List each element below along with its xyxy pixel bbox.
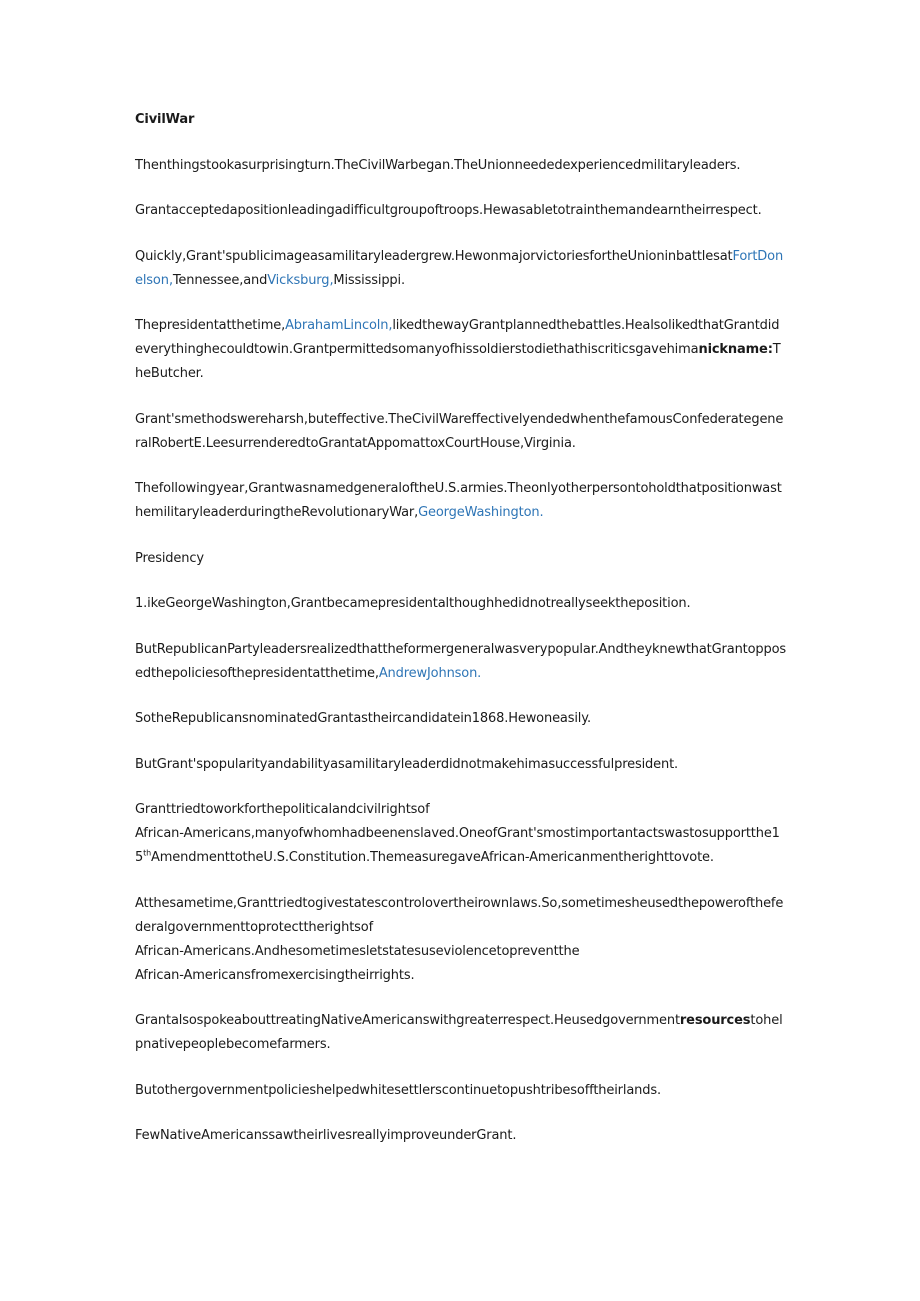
section-title-civil-war: CivilWar (135, 112, 195, 127)
paragraph: Grant'smethodswereharsh,buteffective.TheCivilWareffectivelyendedwhenthefamousConfederategeneralRobertE.LeesurrenderedtoGrantatAppomattoxCourtHouse,Virginia. (135, 411, 784, 451)
paragraph (135, 892, 787, 988)
paragraph: Grantacceptedapositionleadingadifficultgroupoftroops.Hewasabletotrainthemandearntheirrespect. (135, 203, 762, 218)
text: Tennessee,and (172, 272, 268, 288)
paragraph: Butothergovernmentpolicieshelpedwhitesettlerscontinuetopushtribesofftheirlands. (135, 1082, 661, 1098)
paragraph (135, 798, 787, 870)
paragraph: 1.ikeGeorgeWashington,Grantbecamepresidentalthoughhedidnotreallyseektheposition. (135, 596, 691, 611)
paragraph: SotheRepublicansnominatedGrantastheircandidatein1868.Hewoneasily. (135, 711, 591, 726)
paragraph: FewNativeAmericanssawtheirlivesreallyimproveunderGrant. (135, 1128, 517, 1143)
link-andrew-johnson[interactable]: AndrewJohnson. (378, 665, 482, 681)
bold-term-resources: resources (679, 1013, 751, 1028)
text: Atthesametime,Granttriedtogivestatescontrolovertheirownlaws.So‚sometimesheusedthepowerofthefederalgovernmenttoprotecttherightsof (135, 895, 784, 935)
paragraph (135, 314, 787, 386)
text: Granttriedtoworkforthepoliticalandcivilrightsof (135, 802, 430, 817)
text: Quickly‚Grant'spublicimageasamilitaryleadergrew.HewonmajorvictoriesfortheUnioninbattlesat (135, 248, 733, 264)
text: likedthewayGrantplannedthebattles.HealsolikedthatGrantdideverythinghecouldtowin.Grantpermittedsomanyofhissoldierstodiethathiscriticsgavehima (135, 318, 780, 357)
text: Mississippi. (333, 272, 405, 288)
link-abraham-lincoln[interactable]: AbrahamLincoln, (285, 318, 393, 333)
text: GrantalsospokeabouttreatingNativeAmericanswithgreaterrespect.Heusedgovernment (135, 1013, 680, 1028)
section-title-presidency: Presidency (135, 550, 204, 566)
paragraph: Thenthingstookasurprisingturn.TheCivilWarbegan.TheUnionneededexperiencedmilitaryleaders. (135, 157, 741, 173)
paragraph: ButGrant'spopularityandabilityasamilitaryleaderdidnotmakehimasuccessfulpresident. (135, 756, 679, 772)
text: African-Americansfromexercisingtheirrights. (135, 967, 415, 983)
text: Thefollowingyear,GrantwasnamedgeneraloftheU.S.armies.TheonlyotherpersontoholdthatpositionwasthemilitaryleaderduringtheRevolutionaryWar, (135, 481, 782, 520)
bold-term-nickname: nickname: (698, 342, 773, 357)
text: African-Americans.Andhesometimesletstatesuseviolencetopreventthe (135, 943, 580, 959)
link-george-washington[interactable]: GeorgeWashington. (418, 505, 544, 520)
text: tohelpnativepeoplebecomefarmers. (135, 1013, 783, 1052)
text: African-Americans‚manyofwhomhadbeenenslaved.OneofGrant'smostimportantactswastosupportthe15 (135, 826, 780, 865)
superscript: th (143, 848, 152, 858)
paragraph (135, 245, 787, 293)
paragraph (135, 638, 787, 686)
paragraph (135, 1009, 787, 1057)
link-vicksburg[interactable]: Vicksburg‚ (267, 272, 334, 288)
paragraph (135, 477, 787, 525)
text: ButRepublicanPartyleadersrealizedthattheformergeneralwasverypopular.AndtheyknewthatGrantopposedthepoliciesofthepresidentatthetime, (135, 641, 787, 681)
link-fort-donelson[interactable]: FortDonelson‚ (135, 248, 784, 288)
text: TheButcher. (135, 342, 781, 381)
document-page (135, 108, 787, 1170)
text: AmendmenttotheU.S.Constitution.ThemeasuregaveAfrican-Americanmentherighttovote. (151, 850, 714, 865)
text: Thepresidentatthetime, (135, 318, 286, 333)
